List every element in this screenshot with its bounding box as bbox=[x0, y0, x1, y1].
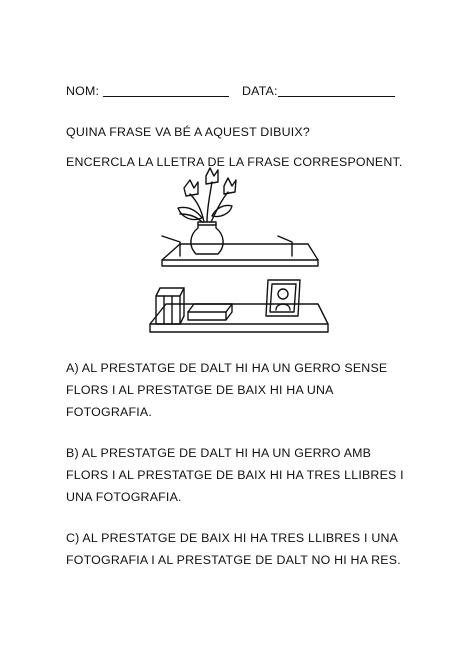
date-field[interactable] bbox=[278, 96, 395, 97]
option-b-line-3: UNA FOTOGRAFIA. bbox=[66, 490, 182, 504]
photo-frame-icon bbox=[266, 280, 300, 316]
books-icon bbox=[156, 288, 232, 324]
option-b-line-1: B) AL PRESTATGE DE DALT HI HA UN GERRO AMB bbox=[66, 446, 372, 460]
question-text: QUINA FRASE VA BÉ A AQUEST DIBUIX? bbox=[66, 125, 310, 139]
vase-with-flowers-icon bbox=[178, 168, 236, 254]
option-a-line-3: FOTOGRAFIA. bbox=[66, 405, 152, 419]
option-c-line-1: C) AL PRESTATGE DE BAIX HI HA TRES LLIBRES I UNA bbox=[66, 531, 399, 545]
option-a-line-2: FLORS I AL PRESTATGE DE BAIX HI HA UNA bbox=[66, 383, 334, 397]
option-c-line-2: FOTOGRAFIA I AL PRESTATGE DE DALT NO HI HA RES. bbox=[66, 553, 401, 567]
option-b-line-2: FLORS I AL PRESTATGE DE BAIX HI HA TRES LLIBRES I bbox=[66, 468, 404, 482]
bottom-shelf-icon bbox=[150, 304, 328, 332]
option-a-line-1: A) AL PRESTATGE DE DALT HI HA UN GERRO SENSE bbox=[66, 361, 388, 375]
date-label: DATA: bbox=[242, 84, 278, 98]
top-shelf-icon bbox=[162, 236, 318, 266]
instruction-text: ENCERCLA LA LLETRA DE LA FRASE CORRESPONENT. bbox=[66, 155, 403, 169]
name-label: NOM: bbox=[66, 84, 100, 98]
shelves-illustration bbox=[140, 164, 340, 338]
name-field[interactable] bbox=[103, 96, 229, 97]
